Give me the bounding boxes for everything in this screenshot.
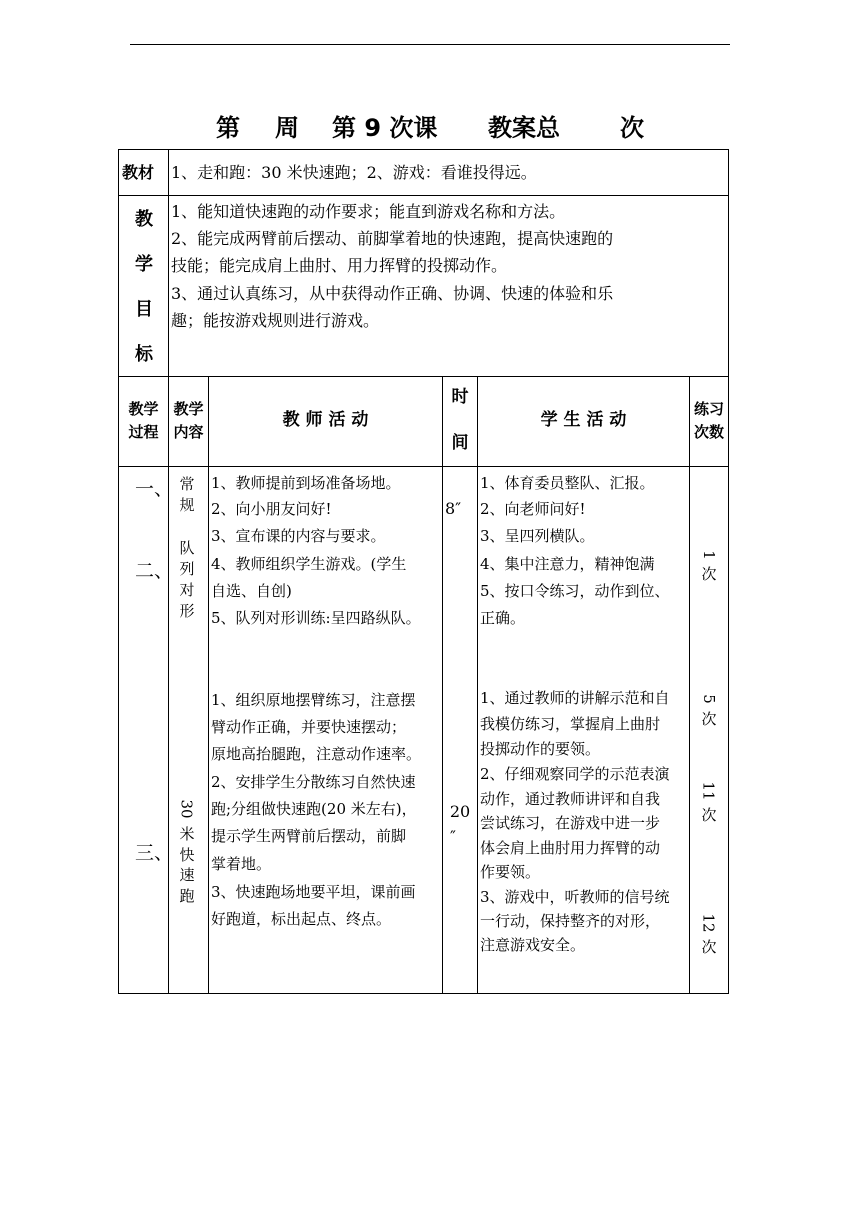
page-title	[0, 110, 860, 146]
title-total-unit: 次	[620, 114, 644, 142]
count-number: 5	[699, 694, 718, 704]
teacher-line: 掌着地。	[211, 855, 272, 873]
teacher-line: 好跑道，标出起点、终点。	[211, 910, 392, 928]
student-line: 4、集中注意力，精神饱满	[480, 555, 655, 573]
student-line: 2、向老师问好!	[480, 500, 586, 518]
student-line: 1、体育委员整队、汇报。	[480, 474, 655, 492]
count-unit: 次	[701, 806, 717, 824]
student-line: 2、仔细观察同学的示范表演	[480, 765, 670, 783]
row-divider	[118, 466, 729, 467]
student-line: 尝试练习，在游戏中进一步	[480, 814, 661, 832]
student-line: 作要领。	[480, 863, 541, 881]
student-line: 体会肩上曲肘用力挥臂的动	[480, 839, 661, 857]
table-border-left	[118, 149, 119, 994]
count-number: 11	[700, 781, 718, 801]
goals-label-char: 目	[135, 299, 153, 320]
content-char: 规	[179, 496, 195, 514]
content-number: 30	[178, 799, 196, 819]
column-divider	[208, 376, 209, 994]
header-student: 学 生 活 动	[540, 410, 627, 430]
teacher-line: 1、教师提前到场准备场地。	[211, 474, 401, 492]
table-border-top	[118, 149, 729, 150]
teacher-line: 臂动作正确，并要快速摆动；	[211, 718, 407, 736]
student-line: 正确。	[480, 609, 526, 627]
stage-three: 三、	[135, 842, 174, 864]
goals-line: 趣；能按游戏规则进行游戏。	[171, 311, 380, 330]
student-line: 投掷动作的要领。	[480, 740, 601, 758]
content-char: 队	[179, 539, 195, 557]
header-content-line: 内容	[173, 423, 204, 441]
row-divider	[118, 195, 729, 196]
row-divider	[118, 376, 729, 377]
section1-time: 8″	[445, 499, 462, 518]
material-label: 教材	[122, 163, 155, 182]
count-unit: 次	[701, 710, 717, 728]
stage-two: 二、	[135, 560, 174, 582]
count-number: 12	[700, 913, 718, 933]
table-border-right	[728, 149, 729, 994]
teacher-line: 3、宣布课的内容与要求。	[211, 527, 386, 545]
teacher-line: 2、向小朋友问好!	[211, 500, 332, 518]
goals-label-char: 学	[135, 254, 153, 275]
header-count-line: 练习	[693, 400, 724, 418]
title-lesson-number: 第 9 次课	[332, 114, 438, 142]
count-unit: 次	[701, 938, 717, 956]
teacher-line: 提示学生两臂前后摆动，前脚	[211, 827, 407, 845]
goals-label-char: 教	[135, 209, 153, 230]
header-content-line: 教学	[173, 400, 204, 418]
header-count-line: 次数	[693, 423, 724, 441]
student-line: 3、呈四列横队。	[480, 527, 595, 545]
column-divider	[689, 376, 690, 994]
title-week-unit: 周	[275, 114, 299, 142]
teacher-line: 自选、自创)	[211, 582, 292, 600]
student-line: 动作，通过教师讲评和自我	[480, 790, 661, 808]
goals-label-char: 标	[135, 344, 153, 365]
student-line: 5、按口令练习，动作到位、	[480, 582, 670, 600]
content-char: 跑	[179, 887, 195, 905]
student-line: 我模仿练习，掌握肩上曲肘	[480, 715, 661, 733]
teacher-line: 5、队列对形训练:呈四路纵队。	[211, 609, 421, 627]
teacher-line: 1、组织原地摆臂练习，注意摆	[211, 691, 416, 709]
header-time-char: 时	[451, 387, 469, 407]
student-line: 1、通过教师的讲解示范和自	[480, 689, 670, 707]
title-week-label: 第	[216, 114, 240, 142]
header-process-line: 教学	[128, 400, 159, 418]
teacher-line: 原地高抬腿跑，注意动作速率。	[211, 745, 422, 763]
goals-line: 3、通过认真练习，从中获得动作正确、协调、快速的体验和乐	[171, 284, 614, 303]
table-border-bottom	[118, 993, 729, 994]
time-unit: ″	[450, 827, 456, 846]
content-char: 列	[179, 560, 195, 578]
content-char: 形	[179, 602, 195, 620]
student-line: 一行动，保持整齐的对形，	[480, 912, 661, 930]
column-divider	[442, 376, 443, 994]
content-char: 常	[179, 475, 195, 493]
content-char: 快	[179, 846, 195, 864]
teacher-line: 2、安排学生分散练习自然快速	[211, 773, 416, 791]
content-char: 速	[179, 866, 195, 884]
goals-line: 1、能知道快速跑的动作要求；能直到游戏名称和方法。	[171, 202, 566, 221]
material-text: 1、走和跑：30 米快速跑；2、游戏：看谁投得远。	[171, 163, 537, 182]
header-process-line: 过程	[128, 423, 159, 441]
title-total-label: 教案总	[488, 114, 560, 142]
student-line: 3、游戏中，听教师的信号统	[480, 888, 670, 906]
teacher-line: 3、快速跑场地要平坦，课前画	[211, 883, 416, 901]
time-value: 20	[449, 802, 471, 821]
header-rule	[130, 44, 730, 45]
header-teacher: 教 师 活 动	[282, 410, 369, 430]
goals-line: 技能；能完成肩上曲肘、用力挥臂的投掷动作。	[171, 256, 508, 275]
header-time-char: 间	[451, 433, 469, 453]
teacher-line: 4、教师组织学生游戏。(学生	[211, 555, 407, 573]
student-line: 注意游戏安全。	[480, 936, 586, 954]
column-divider	[477, 376, 478, 994]
count-number: 1	[699, 550, 718, 560]
teacher-line: 跑;分组做快速跑(20 米左右)，	[211, 800, 417, 818]
count-unit: 次	[701, 565, 717, 583]
content-char: 对	[179, 581, 195, 599]
stage-one: 一、	[135, 478, 174, 500]
content-char: 米	[179, 825, 195, 843]
goals-line: 2、能完成两臂前后摆动、前脚掌着地的快速跑，提高快速跑的	[171, 229, 614, 248]
